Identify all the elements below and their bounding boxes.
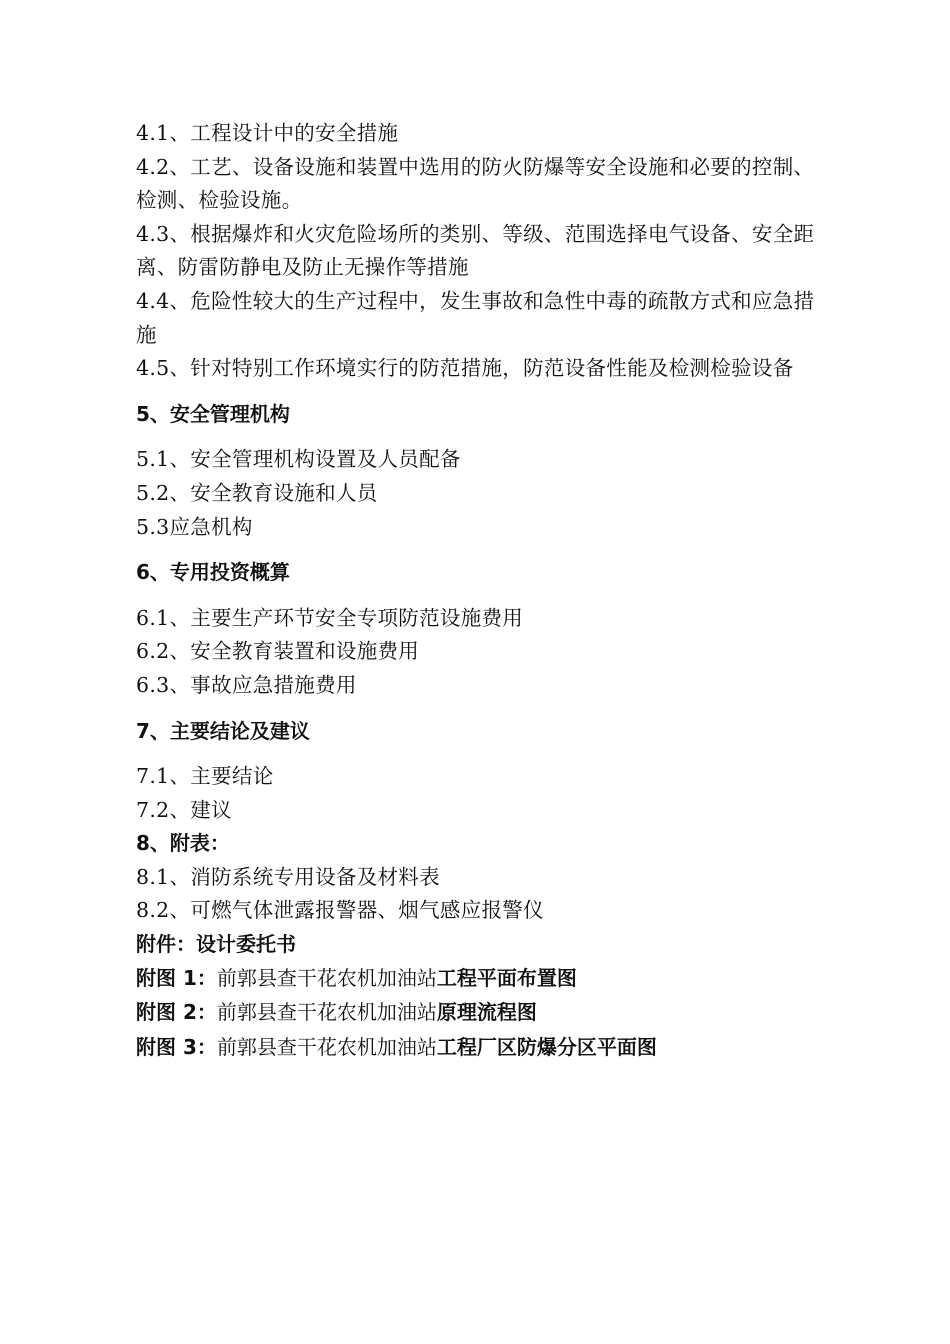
figure-title: 工程平面布置图 [436, 965, 577, 990]
list-item-7-2: 7.2、建议 [136, 797, 232, 822]
list-item-5-1: 5.1、安全管理机构设置及人员配备 [136, 447, 461, 472]
figure-prefix: 附图 3： [136, 1034, 217, 1059]
figure-station: 前郭县查干花农机加油站 [216, 1000, 437, 1025]
section-heading-8: 8、附表： [136, 831, 230, 856]
figure-station: 前郭县查干花农机加油站 [216, 965, 437, 990]
list-item-8-2: 8.2、可燃气体泄露报警器、烟气感应报警仪 [136, 898, 544, 923]
list-item-4-3: 4.3、根据爆炸和火灾危险场所的类别、等级、范围选择电气设备、安全距离、防雷防静电及防止无操作等措施 [136, 221, 815, 280]
document-content [136, 117, 826, 1065]
list-item-4-5: 4.5、针对特别工作环境实行的防范措施，防范设备性能及检测检验设备 [136, 356, 794, 381]
list-item-6-1: 6.1、主要生产环节安全专项防范设施费用 [136, 605, 524, 630]
section-heading-6: 6、专用投资概算 [136, 560, 290, 585]
list-item-7-1: 7.1、主要结论 [136, 764, 274, 789]
section-heading-7: 7、主要结论及建议 [136, 718, 310, 743]
list-item-4-2: 4.2、工艺、设备设施和装置中选用的防火防爆等安全设施和必要的控制、检测、检验设施。 [136, 154, 815, 213]
figure-prefix: 附图 1： [136, 965, 217, 990]
figure-line-1 [136, 962, 826, 997]
figure-title: 工程厂区防爆分区平面图 [436, 1034, 657, 1059]
list-item-6-2: 6.2、安全教育装置和设施费用 [136, 639, 420, 664]
figure-line-2 [136, 996, 826, 1031]
figure-station: 前郭县查干花农机加油站 [216, 1034, 437, 1059]
list-item-5-2: 5.2、安全教育设施和人员 [136, 480, 378, 505]
attachment-label: 附件：设计委托书 [136, 932, 296, 957]
list-item-5-3: 5.3应急机构 [136, 514, 253, 539]
section-heading-5: 5、安全管理机构 [136, 401, 290, 426]
list-item-4-1: 4.1、工程设计中的安全措施 [136, 121, 399, 145]
figure-line-3 [136, 1031, 826, 1066]
list-item-8-1: 8.1、消防系统专用设备及材料表 [136, 864, 440, 889]
list-item-6-3: 6.3、事故应急措施费用 [136, 672, 357, 697]
list-item-4-4: 4.4、危险性较大的生产过程中，发生事故和急性中毒的疏散方式和应急措施 [136, 288, 815, 347]
figure-title: 原理流程图 [436, 1000, 537, 1025]
figure-prefix: 附图 2： [136, 1000, 217, 1025]
